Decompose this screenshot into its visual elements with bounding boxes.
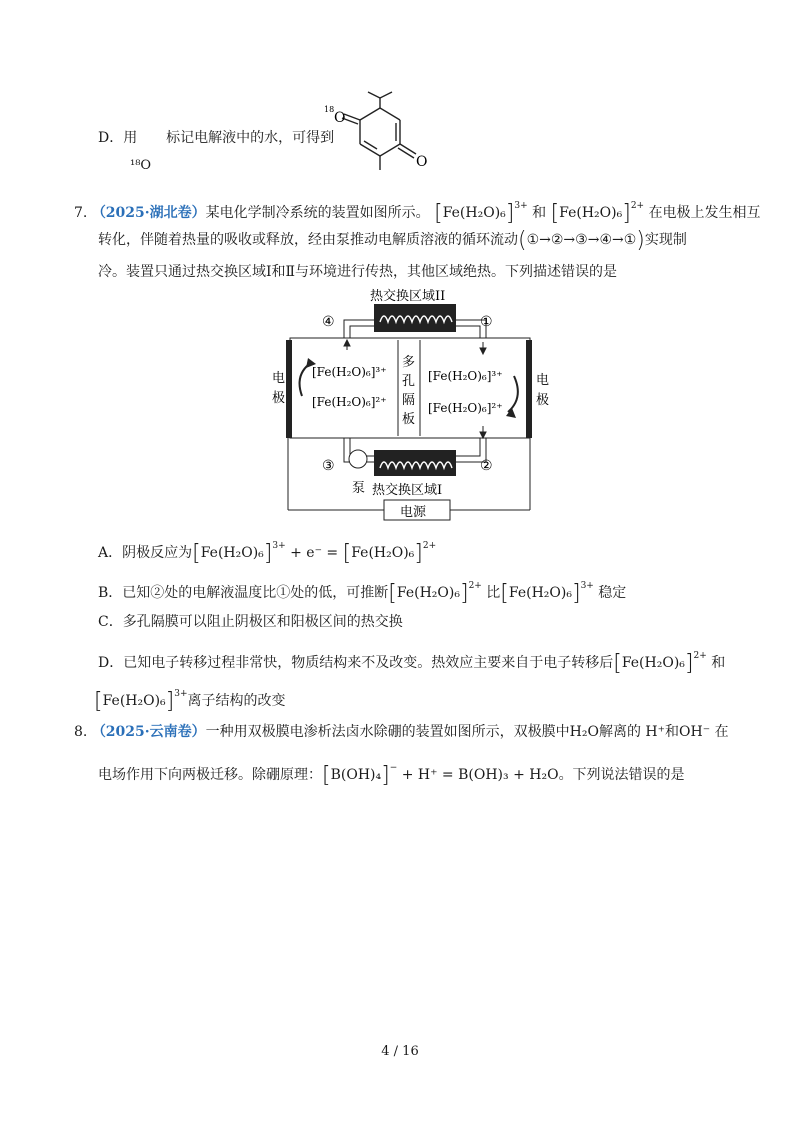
page-number: 4 / 16 [381, 1044, 419, 1059]
q7-option-a-mid: + e⁻ = [290, 545, 339, 561]
q8-number: 8. [74, 724, 88, 740]
q7-heat-exchanger-1 [374, 450, 456, 476]
svg-text:孔: 孔 [402, 374, 416, 389]
q8-equation-rest: + H⁺ = B(OH)₃ + H₂O [401, 767, 559, 783]
q7-stem-line3: 冷。装置只通过热交换区域Ⅰ和Ⅱ与环境进行传热，其他区域绝热。下列描述错误的是 [98, 264, 618, 280]
q6-option-d-prefix: D．用 [98, 130, 138, 146]
q7-number: 7. [74, 205, 88, 221]
q7-option-d-text: D．已知电子转移过程非常快，物质结构来不及改变。热效应主要来自于电子转移后 [98, 655, 614, 671]
q7-heat-exchanger-2 [374, 304, 456, 332]
q7-option-b-species-1: Fe(H₂O)₆ [396, 585, 460, 601]
q8-boron-charge: − [389, 763, 398, 773]
q7-hx2-label: 热交换区域II [370, 289, 446, 304]
q7-fe-species-2: Fe(H₂O)₆ [559, 205, 623, 221]
svg-text:电: 电 [536, 373, 550, 388]
q7-cycle: ①→②→③→④→① [526, 232, 637, 248]
q6-struct-o-top: O [334, 110, 346, 126]
q6-quinone-structure [320, 90, 440, 180]
q7-right-bottom-ion: [Fe(H₂O)₆]²⁺ [428, 401, 503, 415]
svg-text:极: 极 [536, 393, 550, 408]
q7-option-a-charge-2: 2+ [422, 541, 437, 551]
q7-electrode-left-label [272, 370, 285, 406]
q8-h2o: H₂O [569, 724, 599, 740]
q7-option-c: C．多孔隔膜可以阻止阴极区和阳极区间的热交换 [98, 614, 403, 630]
q7-option-d-and: 和 [711, 655, 726, 671]
q8-boron-ion: B(OH)₄ [330, 767, 382, 783]
q7-option-d-charge-2: 3+ [174, 689, 188, 699]
q7-stem-line1: 7. （2025·湖北卷）某电化学制冷系统的装置如图所示。 $[Fe(H_2O)_6]^{3+}$ 和 $[Fe(H_2O)_6]^{2+}$ 在电极上发生相互 [74, 201, 761, 226]
q7-option-a-species-1: Fe(H₂O)₆ [200, 545, 264, 561]
q7-stem-1a: 某电化学制冷系统的装置如图所示。 [205, 205, 430, 221]
q7-source: （2025·湖北卷） [91, 205, 206, 221]
q7-membrane-label [402, 355, 415, 427]
q7-arrow-right [508, 376, 518, 412]
q7-stem-2a: 转化，伴随着热量的吸收或释放，经由泵推动电解质溶液的循环流动 [98, 232, 518, 248]
svg-text:多: 多 [402, 355, 416, 370]
q7-option-b-prefix: B．已知②处的电解液温度比①处的低，可推断 [98, 585, 389, 601]
q6-option-d [98, 128, 334, 148]
q7-left-top-ion: [Fe(H₂O)₆]³⁺ [312, 365, 387, 379]
q6-option-d-text: 标记电解液中的水，可得到 [166, 130, 335, 146]
q7-fe-species-1: Fe(H₂O)₆ [442, 205, 506, 221]
q7-option-b-species-2: Fe(H₂O)₆ [508, 585, 572, 601]
q6-struct-o-bottom: O [416, 154, 428, 170]
q7-option-d-species-1: Fe(H₂O)₆ [621, 655, 685, 671]
q7-stem-line2: 转化，伴随着热量的吸收或释放，经由泵推动电解质溶液的循环流动(①→②→③→④→①)实现制 [98, 228, 687, 253]
q7-arrow-left [300, 362, 312, 396]
q7-charge-2: 2+ [630, 201, 645, 211]
q7-charge-1: 3+ [514, 201, 528, 211]
svg-text:板: 板 [402, 412, 416, 427]
svg-text:电: 电 [272, 371, 286, 386]
q7-electrode-right-label [536, 372, 549, 408]
q8-stem-1a: 一种用双极膜电渗析法卤水除硼的装置如图所示，双极膜中 [205, 724, 570, 740]
q8-stem-line2: 电场作用下向两极迁移。除硼原理：[B(OH)₄]− + H⁺ = B(OH)₃ + H₂O。下列说法错误的是 [98, 763, 685, 788]
svg-text:隔: 隔 [402, 393, 416, 408]
q7-option-d-suffix: 离子结构的改变 [187, 693, 286, 709]
q8-stem-2b: 。下列说法错误的是 [558, 767, 685, 783]
q7-port-2: ② [480, 458, 493, 474]
q7-option-b-suffix: 稳定 [598, 585, 627, 601]
q7-right-top-ion: [Fe(H₂O)₆]³⁺ [428, 369, 503, 383]
svg-text:极: 极 [272, 391, 286, 406]
q7-option-a-charge-1: 3+ [272, 541, 286, 551]
q7-left-bottom-ion: [Fe(H₂O)₆]²⁺ [312, 395, 387, 409]
q7-hx1-label: 热交换区域I [372, 483, 443, 498]
q7-port-3: ③ [322, 458, 335, 474]
q8-oh-minus: OH⁻ [679, 724, 711, 740]
q7-pump-icon [349, 450, 367, 468]
q7-pump-label: 泵 [352, 481, 366, 496]
q8-h-plus: H⁺ [645, 724, 666, 740]
q8-stem-line1 [74, 722, 729, 742]
q7-port-1: ① [480, 314, 493, 330]
q7-option-d-species-2: Fe(H₂O)₆ [102, 693, 166, 709]
q7-power-label: 电源 [400, 505, 427, 520]
q6-iso-label: ¹⁸O [130, 158, 152, 173]
q7-stem-1b: 和 [532, 205, 547, 221]
q7-option-b-charge-1: 2+ [468, 581, 482, 591]
q7-stem-1c: 在电极上发生相互 [648, 205, 761, 221]
q7-option-d-line2: $[Fe(H_2O)_6]^{3+}$离子结构的改变 [94, 689, 286, 714]
q7-option-a: A．阴极反应为$[Fe(H_2O)_6]^{3+} + e^- = [Fe(H_2O)_6]^{2+}$ [98, 541, 437, 566]
q8-stem-1b: 解离的 [598, 724, 641, 740]
q7-option-b-mid: 比 [486, 585, 501, 601]
q7-electrode-left-plate [286, 340, 292, 438]
q7-option-a-prefix: A．阴极反应为 [98, 545, 193, 561]
q6-struct-iso: 18 [324, 105, 335, 114]
q7-option-a-species-2: Fe(H₂O)₆ [351, 545, 415, 561]
q7-option-d-line1: D．已知电子转移过程非常快，物质结构来不及改变。热效应主要来自于电子转移后$[Fe(H_2O)_6]^{2+}$ 和 [98, 651, 726, 676]
q8-source: （2025·云南卷） [91, 724, 206, 740]
q8-stem-1d: 在 [714, 724, 729, 740]
q7-option-b: B．已知②处的电解液温度比①处的低，可推断$[Fe(H_2O)_6]^{2+}$ 比$[Fe(H_2O)_6]^{3+}$ 稳定 [98, 581, 627, 606]
q7-stem-2b: 实现制 [644, 232, 687, 248]
q7-port-4: ④ [322, 314, 335, 330]
q8-stem-2a: 电场作用下向两极迁移。除硼原理： [98, 767, 322, 783]
q8-stem-1c: 和 [665, 724, 680, 740]
q7-figure [272, 286, 562, 524]
q7-electrode-right-plate [526, 340, 532, 438]
q7-option-d-charge-1: 2+ [693, 651, 707, 661]
q7-option-b-charge-2: 3+ [580, 581, 594, 591]
